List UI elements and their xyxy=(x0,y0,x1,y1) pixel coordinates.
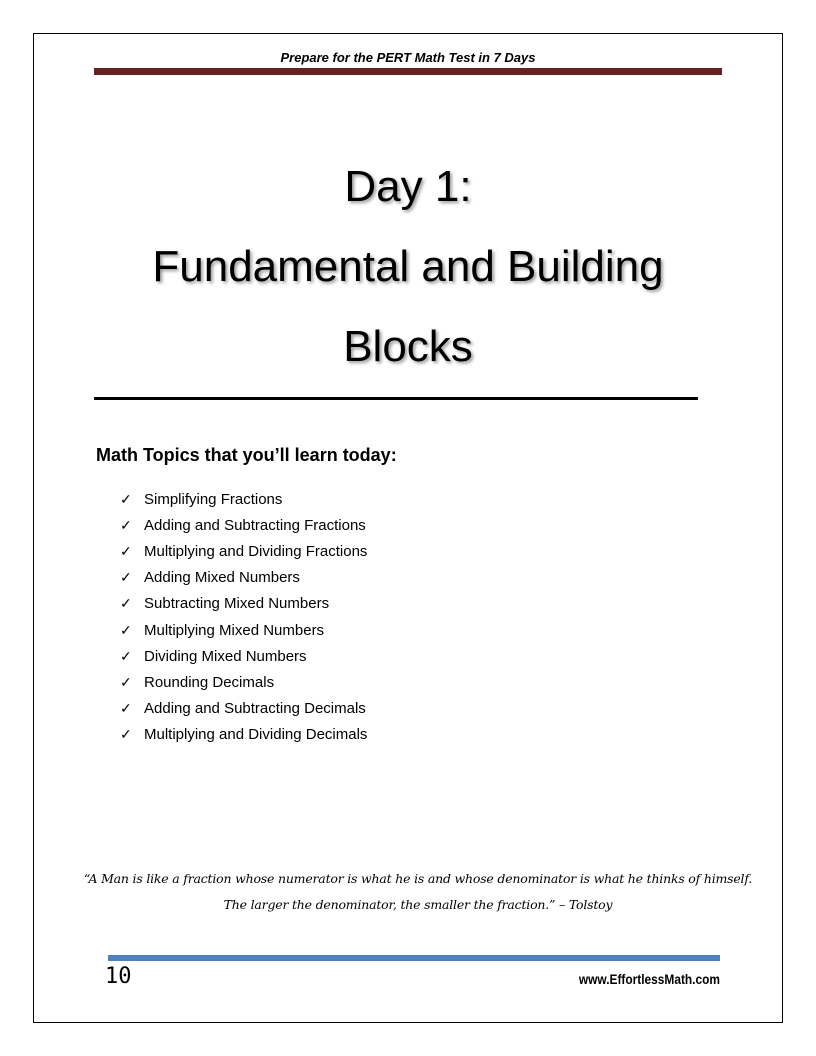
topic-label: Adding Mixed Numbers xyxy=(144,569,300,587)
topic-label: Multiplying and Dividing Fractions xyxy=(144,542,368,560)
topic-label: Adding and Subtracting Fractions xyxy=(144,516,366,534)
topic-item xyxy=(120,669,367,695)
quote-line2: The larger the denominator, the smaller the fraction.” – Tolstoy xyxy=(223,897,613,912)
page-number: 10 xyxy=(105,964,132,989)
running-header: Prepare for the PERT Math Test in 7 Days xyxy=(280,50,536,65)
chapter-title-line2: Fundamental and Building xyxy=(152,242,664,291)
chapter-title-line1: Day 1: xyxy=(344,162,472,211)
topic-item xyxy=(120,565,367,591)
topic-item xyxy=(120,512,367,538)
check-icon: ✓ xyxy=(120,542,132,559)
chapter-title-line3: Blocks xyxy=(343,322,473,371)
topic-label: Rounding Decimals xyxy=(144,673,275,691)
title-rule xyxy=(94,397,698,400)
quote-line1: “A Man is like a fraction whose numerator is what he is and whose denominator is what he thinks of himself. xyxy=(83,871,753,886)
topic-label: Multiplying Mixed Numbers xyxy=(144,621,325,639)
header-bar xyxy=(94,68,722,75)
check-icon: ✓ xyxy=(120,569,132,586)
topic-item xyxy=(120,643,367,669)
topic-item xyxy=(120,486,367,512)
topic-label: Simplifying Fractions xyxy=(144,490,283,508)
check-icon: ✓ xyxy=(120,647,132,664)
check-icon: ✓ xyxy=(120,621,132,638)
check-icon: ✓ xyxy=(120,516,132,533)
website-link: www.EffortlessMath.com xyxy=(578,971,720,987)
topic-label: Multiplying and Dividing Decimals xyxy=(144,726,368,744)
check-icon: ✓ xyxy=(120,700,132,717)
topic-item xyxy=(120,722,367,748)
topics-list xyxy=(120,486,367,748)
quote xyxy=(60,866,776,918)
check-icon: ✓ xyxy=(120,726,132,743)
check-icon: ✓ xyxy=(120,595,132,612)
check-icon: ✓ xyxy=(120,490,132,507)
footer-bar xyxy=(108,955,720,961)
topic-item xyxy=(120,696,367,722)
check-icon: ✓ xyxy=(120,673,132,690)
topic-label: Adding and Subtracting Decimals xyxy=(144,700,366,718)
topic-label: Subtracting Mixed Numbers xyxy=(144,595,330,613)
topic-item xyxy=(120,538,367,564)
topic-item xyxy=(120,617,367,643)
topic-item xyxy=(120,591,367,617)
topics-heading: Math Topics that you’ll learn today: xyxy=(96,445,397,465)
topic-label: Dividing Mixed Numbers xyxy=(144,647,307,665)
